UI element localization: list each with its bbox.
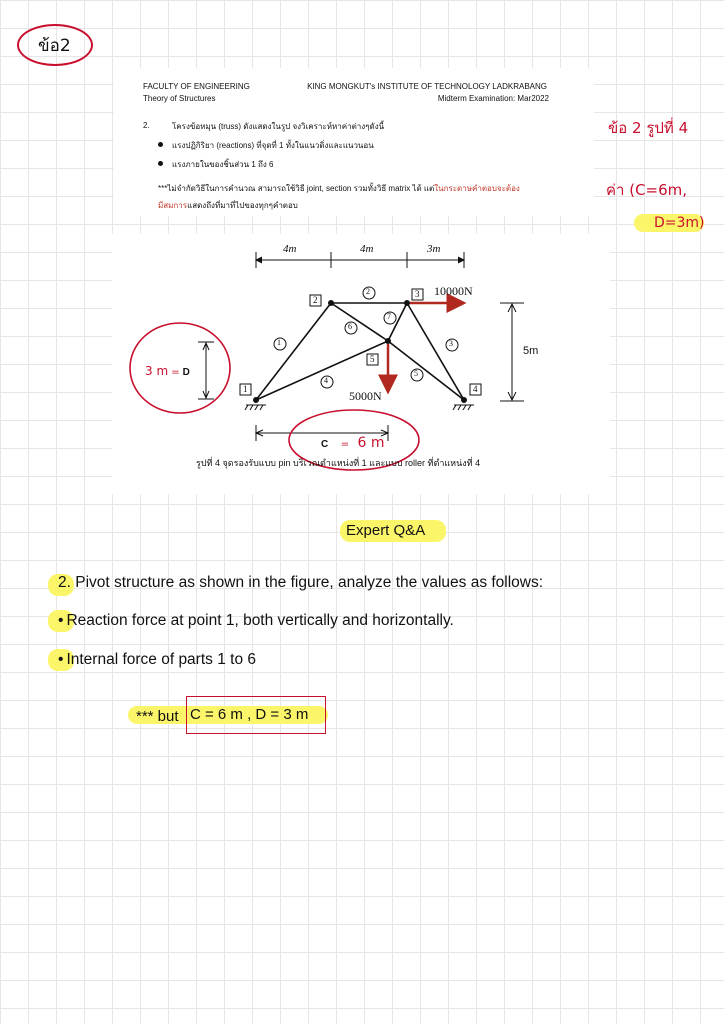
faculty-text: FACULTY OF ENGINEERING (143, 82, 250, 91)
d-label-black: D (182, 367, 190, 378)
member-6 (331, 303, 388, 341)
joint-5-dot (385, 338, 391, 344)
exam-note-red-2: มีสมการ (158, 201, 188, 210)
question-bullet-2: แรงภายในของชิ้นส่วน 1 ถึง 6 (172, 160, 274, 169)
dimension-d (198, 342, 214, 399)
question-text: โครงข้อหมุน (truss) ดังแสดงในรูป จงวิเคราะห์หาค่าต่างๆดังนี้ (172, 122, 385, 131)
exam-note-red-1: ในกระดาษคำตอบจะต้อง (434, 184, 520, 193)
member-1-label: 1 (277, 338, 281, 347)
load-vertical-label: 5000N (349, 389, 382, 403)
translation-line-3 (58, 651, 256, 669)
c-label-black: C (321, 439, 329, 450)
translation-line-3-text: Internal force of parts 1 to 6 (66, 651, 256, 668)
d-label-red: 3 m (145, 364, 169, 378)
member-6-label: 6 (348, 322, 352, 331)
dim-top-2: 4m (360, 243, 374, 255)
dim-top-1: 4m (283, 243, 297, 255)
side-note-line1: ข้อ 2 รูปที่ 4 (608, 119, 689, 137)
load-horizontal-label: 10000N (434, 284, 473, 298)
joint-1-dot (253, 397, 259, 403)
pin-support (245, 405, 266, 410)
joint-1-label: 1 (243, 384, 248, 394)
joint-3-label: 3 (415, 289, 420, 299)
member-7-label: 7 (387, 312, 391, 321)
member-3-label: 3 (449, 339, 453, 348)
bullet-icon: • (58, 651, 64, 668)
institute-text: KING MONGKUT's INSTITUTE OF TECHNOLOGY LADKRABANG (307, 82, 547, 91)
joint-4-dot (461, 397, 467, 403)
question-bullet-1: แรงปฏิกิริยา (reactions) ที่จุดที่ 1 ทั้งในแนวดิ่งและแนวนอน (172, 141, 374, 150)
subject-text: Theory of Structures (143, 94, 216, 103)
member-2-label: 2 (366, 287, 370, 296)
joint-2-label: 2 (313, 295, 318, 305)
member-1 (256, 303, 331, 400)
translation-line-1: 2. Pivot structure as shown in the figure, analyze the values as follows: (58, 574, 544, 591)
question-number: 2. (143, 121, 150, 130)
bullet-icon: • (58, 612, 64, 629)
note-label: ข้อ2 (38, 36, 71, 56)
roller-support (453, 405, 474, 410)
dim-right: 5m (523, 345, 539, 357)
figure-caption: รูปที่ 4 จุดรองรับแบบ pin บริเวณตำแหน่งที่ 1 และแบบ roller ที่ตำแหน่งที่ 4 (196, 458, 481, 468)
dimension-right (500, 303, 524, 401)
translation-prefix: *** but (136, 708, 179, 725)
c-label-red: 6 m (357, 435, 385, 451)
member-3 (407, 303, 464, 400)
d-label-equals: = (171, 367, 180, 378)
joint-4-label: 4 (473, 384, 478, 394)
exam-note-black-1: ***ไม่จำกัดวิธีในการคำนวณ สามารถใช้วิธี joint, section รวมทั้งวิธี matrix ได้ แต่ (158, 184, 435, 193)
translation-boxed: C = 6 m , D = 3 m (186, 696, 326, 734)
side-note-line3: D=3m) (654, 215, 705, 231)
c-label-equals: = (340, 439, 350, 450)
d-label (145, 364, 190, 378)
side-note-line2: ค่า (C=6m, (606, 181, 688, 199)
member-5-label: 5 (414, 369, 418, 378)
joint-5-label: 5 (370, 354, 375, 364)
truss-members (256, 303, 464, 400)
exam-name-text: Midterm Examination: Mar2022 (437, 94, 549, 103)
exam-note-black-2: แสดงถึงที่มาที่ไปของทุกๆคำตอบ (187, 201, 298, 210)
dim-top-3: 3m (427, 243, 441, 255)
translation-line-2-text: Reaction force at point 1, both vertically and horizontally. (66, 612, 454, 629)
translation-line-2 (58, 612, 454, 630)
joint-2-dot (328, 300, 334, 306)
expert-label: Expert Q&A (346, 522, 426, 539)
member-4-label: 4 (324, 376, 328, 385)
joint-3-dot (404, 300, 410, 306)
c-label (321, 434, 385, 452)
